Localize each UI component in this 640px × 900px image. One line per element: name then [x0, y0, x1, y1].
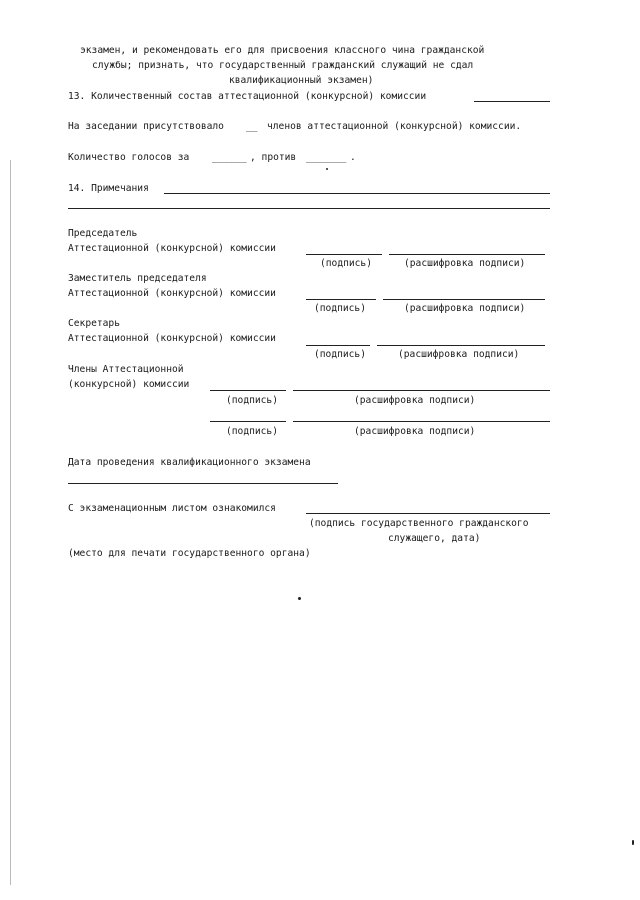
members-signature-field-2[interactable] — [210, 421, 286, 422]
exam-date-label: Дата проведения квалификационного экзамена — [68, 457, 311, 468]
item-13-label: 13. Количественный состав аттестационной (конкурсной) комиссии — [68, 91, 427, 102]
deputy-decode-field[interactable] — [383, 299, 545, 300]
secretary-label: Аттестационной (конкурсной) комиссии — [68, 333, 276, 344]
members-decode-field-1[interactable] — [293, 390, 550, 391]
item-14-label: 14. Примечания — [68, 183, 149, 194]
intro-line-1: экзамен, и рекомендовать его для присвоения классного чина гражданской — [80, 45, 485, 56]
votes-for-field[interactable]: ______ — [212, 152, 247, 163]
scan-dot — [298, 597, 301, 600]
members-decode-field-2[interactable] — [293, 421, 550, 422]
chairman-label: Аттестационной (конкурсной) комиссии — [68, 243, 276, 254]
deputy-decode-caption: (расшифровка подписи) — [404, 303, 526, 314]
intro-line-3: квалификационный экзамен) — [229, 75, 374, 86]
deputy-title: Заместитель председателя — [68, 273, 207, 284]
secretary-title: Секретарь — [68, 318, 120, 329]
deputy-sign-caption: (подпись) — [314, 303, 366, 314]
scan-speck — [326, 168, 328, 170]
stamp-place-label: (место для печати государственного органа) — [68, 548, 311, 559]
members-title: Члены Аттестационной — [68, 364, 184, 375]
chairman-title: Председатель — [68, 228, 138, 239]
votes-against-field[interactable]: _______ — [306, 152, 347, 163]
secretary-sign-caption: (подпись) — [314, 349, 366, 360]
intro-line-2: службы; признать, что государственный гражданский служащий не сдал — [92, 60, 474, 71]
votes-end: . — [350, 152, 356, 163]
members-decode-caption-2: (расшифровка подписи) — [354, 426, 476, 437]
acquainted-label: С экзаменационным листом ознакомился — [68, 503, 276, 514]
votes-against-label: , против — [250, 152, 297, 163]
secretary-decode-field[interactable] — [377, 345, 545, 346]
secretary-decode-caption: (расшифровка подписи) — [398, 349, 520, 360]
deputy-signature-field[interactable] — [306, 299, 376, 300]
presence-label: На заседании присутствовало — [68, 121, 224, 132]
acquainted-caption-1: (подпись государственного гражданского — [309, 518, 529, 529]
votes-for-label: Количество голосов за — [68, 152, 190, 163]
deputy-label: Аттестационной (конкурсной) комиссии — [68, 288, 276, 299]
members-sign-caption-2: (подпись) — [226, 426, 278, 437]
presence-label-end: членов аттестационной (конкурсной) комиссии. — [267, 121, 522, 132]
secretary-signature-field[interactable] — [306, 345, 370, 346]
members-signature-field-1[interactable] — [210, 390, 286, 391]
item-14-field-line-2[interactable] — [68, 208, 550, 209]
scan-dot-right — [632, 840, 634, 845]
exam-date-field[interactable] — [68, 483, 338, 484]
chairman-signature-field[interactable] — [306, 254, 382, 255]
members-label: (конкурсной) комиссии — [68, 379, 190, 390]
members-decode-caption-1: (расшифровка подписи) — [354, 395, 476, 406]
chairman-decode-field[interactable] — [389, 254, 545, 255]
page-edge-mark — [10, 160, 11, 885]
item-13-field[interactable] — [474, 101, 550, 102]
members-sign-caption-1: (подпись) — [226, 395, 278, 406]
presence-count-field[interactable]: __ — [246, 121, 258, 132]
acquainted-caption-2: служащего, дата) — [388, 533, 481, 544]
chairman-decode-caption: (расшифровка подписи) — [404, 258, 526, 269]
chairman-sign-caption: (подпись) — [320, 258, 372, 269]
item-14-field-line-1[interactable] — [164, 193, 550, 194]
acquainted-signature-field[interactable] — [306, 513, 550, 514]
